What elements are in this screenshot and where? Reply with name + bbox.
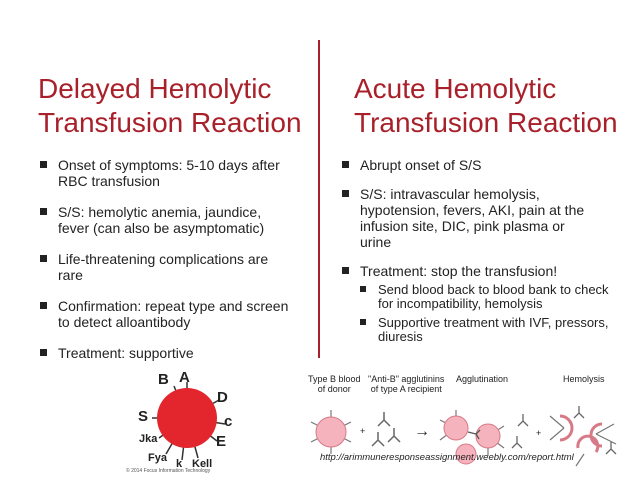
- rbc-antigen-figure: [126, 366, 256, 478]
- arrow-icon: →: [414, 423, 430, 440]
- list-item: Treatment: stop the transfusion! Send blood back to blood bank to check for incompatibility, hemolysis Supportive treatment with IVF, pressors, diuresis: [342, 263, 622, 344]
- bullet-square-icon: [40, 349, 47, 356]
- left-title: [38, 72, 302, 140]
- figure-copyright: © 2014 Focus Information Technology: [126, 468, 211, 474]
- left-bullet-list: [40, 157, 310, 376]
- antigen-label-jka: Jka: [139, 433, 158, 445]
- list-item: Confirmation: repeat type and screen to detect alloantibody: [40, 298, 310, 330]
- diagram-label-donor: Type B blood of donor: [308, 374, 361, 394]
- diagram-label-anti-b: "Anti-B" agglutinins of type A recipient: [368, 374, 445, 394]
- list-item: Abrupt onset of S/S: [342, 157, 622, 173]
- bullet-square-icon: [342, 161, 349, 168]
- bullet-square-icon: [342, 267, 349, 274]
- right-title-line-1: Acute Hemolytic: [354, 73, 557, 104]
- list-item: Life-threatening complications are rare: [40, 251, 310, 283]
- diagram-label-agglutination: Agglutination: [456, 374, 509, 384]
- antigen-label-k: k: [176, 458, 183, 470]
- column-divider: [318, 40, 320, 358]
- right-title-line-2: Transfusion Reaction: [354, 107, 618, 138]
- plus-sign-2: +: [536, 428, 542, 438]
- plus-sign-1: +: [360, 426, 366, 436]
- bullet-square-icon: [360, 319, 366, 325]
- antibodies: [372, 412, 400, 446]
- donor-cell: [311, 410, 351, 454]
- antigen-label-a: A: [179, 369, 190, 386]
- antigen-label-fya: Fya: [148, 452, 167, 464]
- sub-bullet-list: [360, 283, 622, 344]
- antigen-label-b: B: [158, 371, 169, 388]
- right-bullet-list: [342, 157, 622, 357]
- list-item: S/S: intravascular hemolysis, hypotension, fevers, AKI, pain at the infusion site, DIC, pink plasma or urine: [342, 186, 622, 250]
- sub-list-item: Send blood back to blood bank to check for incompatibility, hemolysis: [360, 283, 622, 311]
- left-title-line-2: Transfusion Reaction: [38, 107, 302, 138]
- antigen-label-d: D: [217, 389, 228, 406]
- right-title: [354, 72, 618, 140]
- antigen-label-s: S: [138, 408, 149, 425]
- left-title-line-1: Delayed Hemolytic: [38, 73, 272, 104]
- sub-list-item: Supportive treatment with IVF, pressors, diuresis: [360, 316, 622, 344]
- antigen-label-c: c: [224, 413, 233, 430]
- bullet-square-icon: [40, 302, 47, 309]
- red-blood-cell: [157, 388, 217, 448]
- list-item: Onset of symptoms: 5-10 days after RBC transfusion: [40, 157, 310, 189]
- antigen-label-e: E: [216, 433, 227, 450]
- source-url: http://arimmuneresponseassignment.weebly.com/report.html: [320, 452, 574, 463]
- bullet-square-icon: [360, 286, 366, 292]
- bullet-square-icon: [40, 208, 47, 215]
- list-item: Treatment: supportive: [40, 345, 310, 361]
- antigen-label-kell: Kell: [192, 458, 213, 470]
- bullet-square-icon: [342, 190, 349, 197]
- bullet-square-icon: [40, 161, 47, 168]
- bullet-square-icon: [40, 255, 47, 262]
- diagram-label-hemolysis: Hemolysis: [563, 374, 605, 384]
- list-item: S/S: hemolytic anemia, jaundice, fever (can also be asymptomatic): [40, 204, 310, 236]
